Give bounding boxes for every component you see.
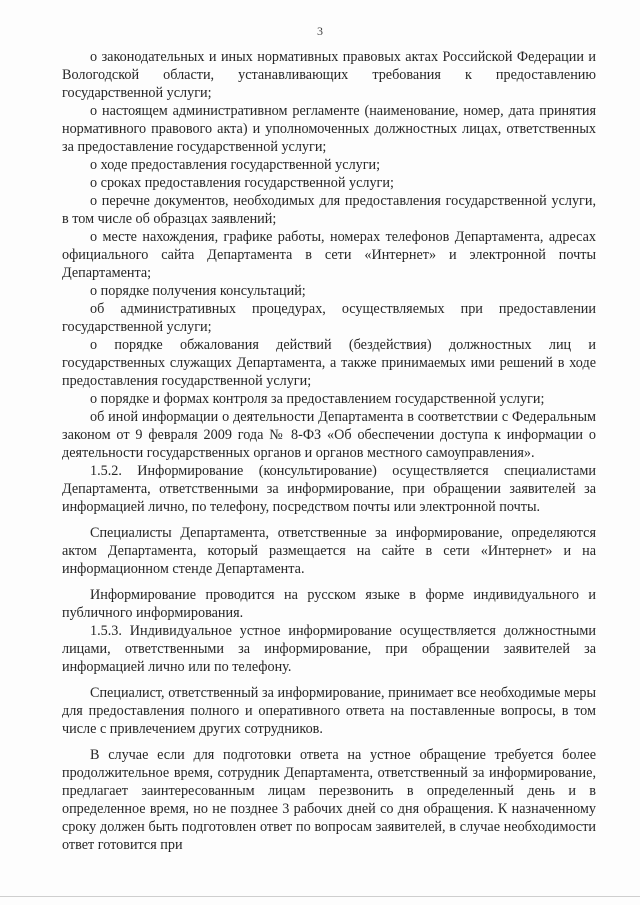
page-edge-rule <box>0 896 640 897</box>
paragraph: о законодательных и иных нормативных правовых актах Российской Федерации и Вологодской области, устанавливающих требования к предоставлению государственной услуги; <box>62 49 596 101</box>
paragraph: о сроках предоставления государственной услуги; <box>90 175 394 191</box>
paragraph: Специалист, ответственный за информирование, принимает все необходимые меры для предоставления полного и оперативного ответа на поставленные вопросы, в том числе с привлечением других сотрудников. <box>62 685 596 737</box>
paragraph: об иной информации о деятельности Департамента в соответствии с Федеральным законом от 9 февраля 2009 года № 8-ФЗ «Об обеспечении доступа к информации о деятельности государственных органов и органов местного самоуправления». <box>62 409 596 461</box>
paragraph: о порядке обжалования действий (бездействия) должностных лиц и государственных служащих Департамента, а также принимаемых ими решений в ходе предоставления государственной услуги; <box>62 337 596 389</box>
paragraph: о настоящем административном регламенте (наименование, номер, дата принятия нормативного правового акта) и уполномоченных должностных лицах, ответственных за предоставление государственной услуги; <box>62 103 596 155</box>
document-body <box>62 48 596 854</box>
page-number: 3 <box>317 24 323 38</box>
paragraph: о месте нахождения, графике работы, номерах телефонов Департамента, адресах официального сайта Департамента в сети «Интернет» и электронной почты Департамента; <box>62 229 596 281</box>
paragraph: Специалисты Департамента, ответственные за информирование, определяются актом Департамента, который размещается на сайте в сети «Интернет» и на информационном стенде Департамента. <box>62 525 596 577</box>
section-paragraph: 1.5.2. Информирование (консультирование) осуществляется специалистами Департамента, ответственными за информирование, при обращении заявителей за информацией лично, по телефону, посредством почты или электронной почты. <box>62 463 596 515</box>
paragraph: о порядке получения консультаций; <box>90 283 306 299</box>
paragraph: о ходе предоставления государственной услуги; <box>90 157 381 173</box>
paragraph: В случае если для подготовки ответа на устное обращение требуется более продолжительное время, сотрудник Департамента, ответственный за информирование, предлагает заинтересованным лицам перезвонить в определенный день и в определенное время, но не позднее 3 рабочих дней со дня обращения. К назначенному сроку должен быть подготовлен ответ по вопросам заявителей, в случае необходимости ответ готовится при <box>62 747 596 853</box>
paragraph: Информирование проводится на русском языке в форме индивидуального и публичного информирования. <box>62 587 596 621</box>
paragraph: об административных процедурах, осуществляемых при предоставлении государственной услуги; <box>62 301 596 335</box>
section-paragraph: 1.5.3. Индивидуальное устное информирование осуществляется должностными лицами, ответственными за информирование, при обращении заявителей за информацией лично или по телефону. <box>62 623 596 675</box>
paragraph: о перечне документов, необходимых для предоставления государственной услуги, в том числе об образцах заявлений; <box>62 193 596 227</box>
paragraph: о порядке и формах контроля за предоставлением государственной услуги; <box>90 391 545 407</box>
